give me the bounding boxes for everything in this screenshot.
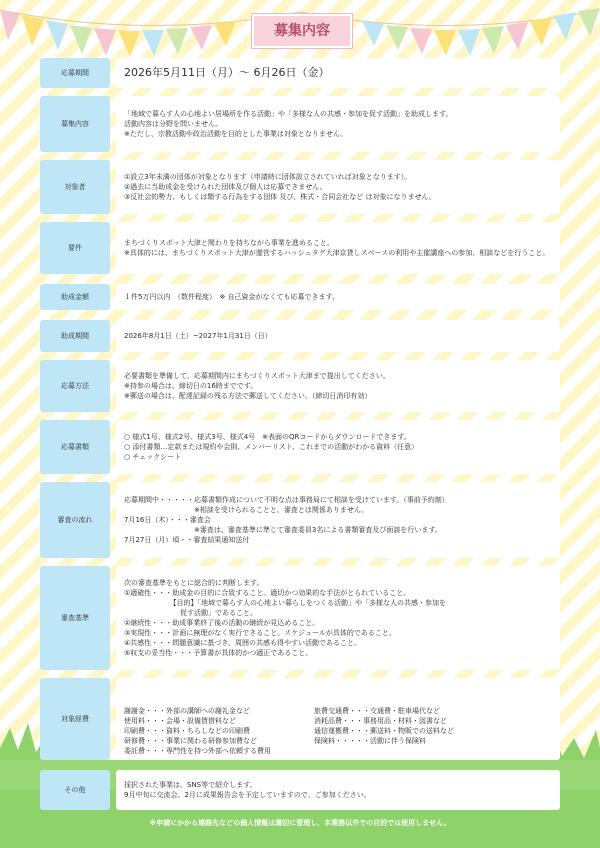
- row-content: 次の審査基準をもとに総合的に判断します。 ①適確性・・・助成金の目的に合致すること。適切かつ効果的な手法がとられていること。 【目的】「地域で暮らす人の心地よい暮らしをつくる活動」や「多様な人の共感・参加を 促す活動」であること。 ②継続性・・・助成事業終了後の活動の継続が見込めること。 ③実現性・・・計画に無理がなく実行できること。スケジュールが具体的であること。 ④共感性・・・問題意識に基づき、周囲の共感も得やすい活動であること。 ⑤収支の妥当性・・・予算書が具体的かつ適正であること。: [116, 566, 560, 670]
- row-requirements: [40, 222, 560, 274]
- row-content: 2026年8月1日（土）~2027年1月31日（日）: [116, 320, 560, 352]
- row-label: 応募期間: [40, 58, 110, 88]
- row-content: ○ 様式1号、様式2号、様式3号、様式4号 ※表面のQRコードからダウンロードできます。 ○ 添付書類…定款または規約や会則、メンバーリスト、これまでの活動がわかる資料（任意） ○ チェックシート: [116, 420, 560, 474]
- row-grant-period: [40, 320, 560, 352]
- row-eligible-expenses: [40, 678, 560, 760]
- row-content: 「地域で暮らす人の心地よい居場所を作る活動」や「多様な人の共感・参加を促す活動」を助成します。 活動内容は分野を問いません。 ※ただし、宗教活動や政治活動を目的とした事業は対象となりません。: [116, 96, 560, 152]
- row-label: 審査の流れ: [40, 482, 110, 558]
- row-label: 募集内容: [40, 96, 110, 152]
- page-title: 募集内容: [252, 14, 352, 48]
- row-eligibility: [40, 160, 560, 214]
- row-application-period: [40, 58, 560, 88]
- row-label: 応募方法: [40, 360, 110, 412]
- row-application-documents: [40, 420, 560, 474]
- row-content: ①設立3年未満の団体が対象となります（申請時に団体設立されていれば対象となります）。 ②過去に当助成金を受けられた団体及び個人は応募できません。 ③反社会的勢力、もしくは類する行為をする団体 及び、株式・合同会社など は対象になりません。: [116, 160, 560, 214]
- row-label: その他: [40, 770, 110, 810]
- row-content: 応募期間中・・・・・応募書類作成について不明な点は事務局にて相談を受けています。（事前予約制） ※相談を受けられることと、審査とは関係ありません。 7月16日（木）・・・審査会 ※審査は、審査基準に準じて審査委員3名による書類審査及び面談を行います。 7月27日（月）頃・・審査結果通知送付: [116, 482, 560, 558]
- row-recruitment-content: [40, 96, 560, 152]
- row-application-method: [40, 360, 560, 412]
- row-content: １件5万円以内 （数件程度） ※ 自己資金がなくても応募できます。: [116, 284, 560, 310]
- row-label: 応募書類: [40, 420, 110, 474]
- row-label: 対象経費: [40, 678, 110, 760]
- row-content: まちづくりスポット大津と関わりを持ちながら事業を進めること。 ※具体的には、まちづくりスポット大津が運営するハッシュタグ大津京貸しスペースの利用や主催講座への参加、相談などを行うこと。: [116, 222, 560, 274]
- row-label: 審査基準: [40, 566, 110, 670]
- row-content: 2026年5月11日（月）～ 6月26日（金）: [116, 58, 560, 88]
- privacy-note: ※申請にかかる連絡先などの個人情報は適切に管理し、本業務以外での目的では使用しません。: [149, 819, 451, 827]
- expense-list-left: 謝謝金・・・外部の講師への謝礼金など 使用料・・・会場・設備賃借料など 印刷費・・・資料・ちらしなどの印刷費 研修費・・・事業に関わる研修参加費など 委託費・・・専門性を持つ外部へ依頼する費用: [124, 707, 271, 755]
- row-other: [40, 770, 560, 810]
- row-content: 採択された事業は、SNS等で紹介します。 9月中旬に交流会、2月に成果報告会を予定していますので、ご参加ください。: [116, 770, 560, 810]
- row-label: 助成金額: [40, 284, 110, 310]
- row-screening-flow: [40, 482, 560, 558]
- row-label: 対象者: [40, 160, 110, 214]
- row-content: [116, 678, 560, 760]
- row-label: 要件: [40, 222, 110, 274]
- row-content: 必要書類を準備して、応募期間内にまちづくりスポット大津まで提出してください。 ※持参の場合は、締切日の16時までです。 ※郵送の場合は、配達記録の残る方法で郵送してください。（締切日消印有効）: [116, 360, 560, 412]
- row-label: 助成期間: [40, 320, 110, 352]
- row-grant-amount: [40, 284, 560, 310]
- row-screening-criteria: [40, 566, 560, 670]
- expense-list-right: 旅費交通費・・・交通費・駐車場代など 消耗品費・・・事務用品・材料・図書など 通信運搬費・・・郵送料・物販での送料など 保険料・・・・・活動に伴う保険料: [314, 707, 454, 745]
